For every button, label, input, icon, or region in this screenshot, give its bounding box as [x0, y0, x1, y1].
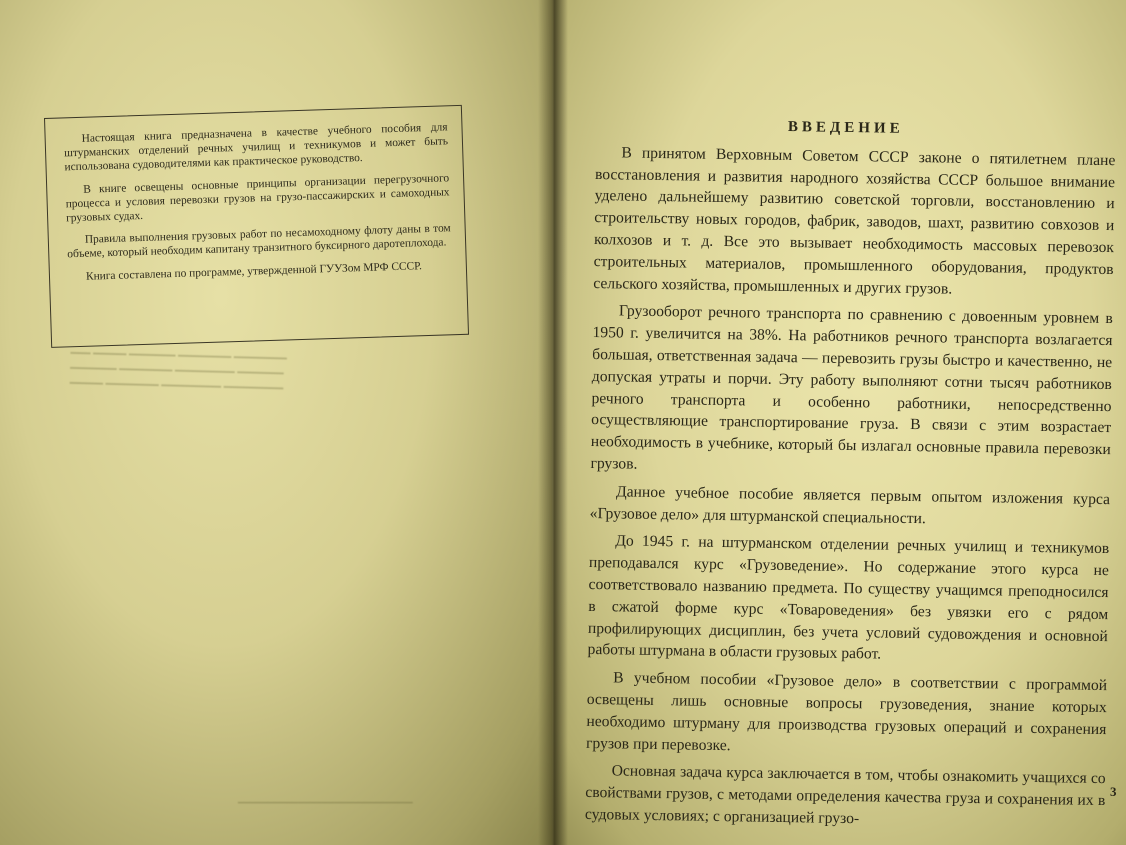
page-number: 3: [1110, 784, 1117, 799]
introduction-section: [585, 114, 1116, 840]
body-paragraph: Основная задача курса заключается в том, чтобы ознакомить учащихся со свойствами грузов, с методами определения качества груза и сохранения их в судовых условиях; с организацией грузо-: [584, 762, 1106, 828]
body-paragraph: В учебном пособии «Грузовое дело» в соответствии с программой освещены лишь основные вопросы грузоведения, знание которых необходимо штурману для производства грузовых операций и сохранения грузов при перевозке.: [585, 669, 1108, 754]
body-paragraph: Грузооборот речного транспорта по сравнению с довоенным уровнем в 1950 г. увеличится на 38%. На работников речного транспорта возлагается большая, ответственная задача — перевозить грузы быстро и качественно, не допуская утраты и порчи. Эту работу выполняют сотни тысяч работников речного транспорта и особенно работники, непосредственно осуществляющие транспортирование груза. В связи с этим возрастает необходимость в учебнике, который бы излагал основные правила перевозки грузов.: [590, 302, 1113, 473]
book-spine: [538, 0, 568, 845]
body-paragraph: Данное учебное пособие является первым опытом изложения курса «Грузовое дело» для штурманской специальности.: [589, 483, 1111, 527]
annotation-paragraph: Книга составлена по программе, утвержденной ГУУЗом МРФ СССР.: [85, 259, 423, 283]
bleed-through-text: ━━━ ━━━━━ ━━━━━━━ ━━━━━━━━ ━━━━━━━━ ━━━━━━━ ━━━━━━━━ ━━━━━━━━━ ━━━━━━━ ━━━━━ ━━━━━━━━ ━━━━━━━━━ ━━━━━━━━━: [69, 347, 287, 396]
body-paragraph: До 1945 г. на штурманском отделении речных училищ и техникумов преподавался курс «Грузоведение». Но содержание этого курса не соответствовало названию предмета. По существу учащимся преподносился в сжатой форме курс «Товароведения» без увязки его с рядом профилирующих дисциплин, без учета условий судовождения и основной работы штурмана в области грузовых работ.: [587, 532, 1110, 663]
annotation-box: [44, 105, 469, 348]
annotation-paragraph: Настоящая книга предназначена в качестве учебного пособия для штурманских отделений речных училищ и техникумов и может быть использована судоводителями как практическое руководство.: [63, 121, 449, 174]
body-paragraph: В принятом Верховным Советом СССР законе о пятилетнем плане восстановления и развития народного хозяйства СССР большое внимание уделено дальнейшему развитию советской торговли, восстановлению и строительству новых городов, фабрик, заводов, шахт, развитию совхозов и колхозов и т. д. Все это вызывает необходимость массовых перевозок строительных материалов, промышленного оборудования, продуктов сельского хозяйства, промышленных и других грузов.: [593, 144, 1116, 298]
footer-bleed-mark: ━━━━━━━━━━━━━━━━━━━━━━━━━━━━━: [238, 798, 413, 809]
section-heading: ВВЕДЕНИЕ: [787, 119, 904, 137]
annotation-paragraph: В книге освещены основные принципы организации перегрузочного процесса и условия перевозки грузов на грузо-пассажирских и самоходных грузовых судах.: [65, 171, 450, 225]
annotation-paragraph: Правила выполнения грузовых работ по несамоходному флоту даны в том объеме, который необходим капитану транзитного буксирного даротеплохода.: [67, 222, 451, 261]
